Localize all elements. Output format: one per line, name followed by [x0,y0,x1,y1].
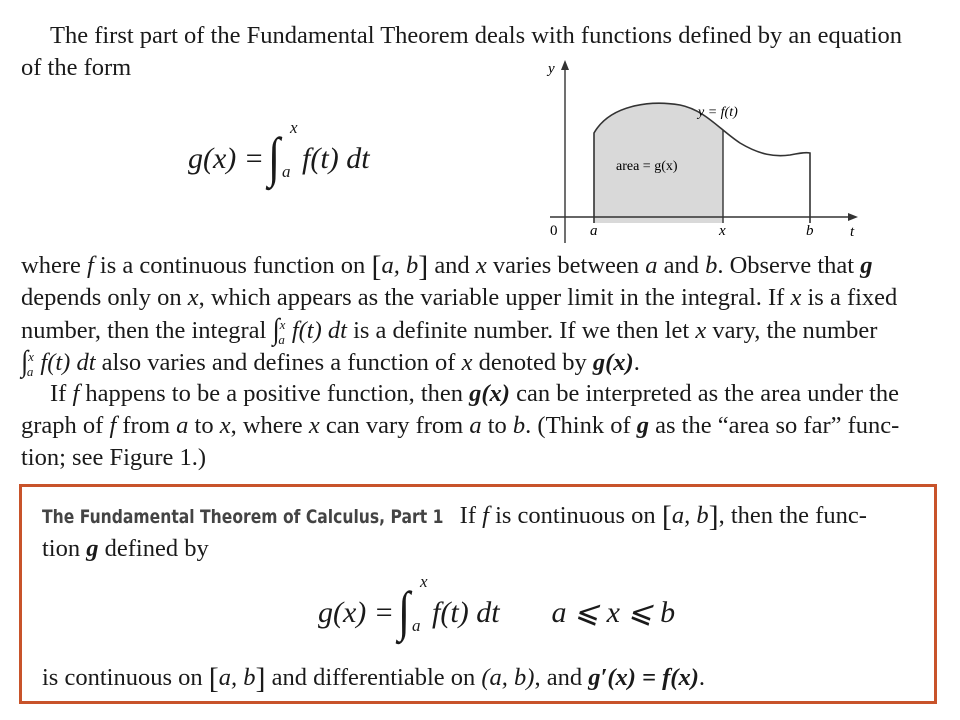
theorem-line-1: The Fundamental Theorem of Calculus, Part 1 If f is continuous on [a, b], then the func- [42,500,867,533]
equation-integrand: f(t) dt [302,142,370,175]
theorem-integral-sign: ∫ [398,580,411,643]
area-function-figure [520,55,870,250]
area-label: area = g(x) [616,159,678,174]
curve-label: y = f(t) [698,105,738,120]
theorem-equation [318,572,676,643]
y-axis-arrow [561,60,569,70]
t-axis-arrow [848,213,858,221]
t-axis-label: t [850,224,855,240]
equation-upper-limit: x [290,118,298,137]
theorem-condition: a ⩽ x ⩽ b [551,596,676,629]
para1-line-3: number, then the integral ∫$^x_a$ f(t) dt is a definite number. If we then let x vary, the number [21,312,878,347]
intro-line-2: of the form [21,54,132,81]
theorem-line-2: tion g defined by [42,535,209,562]
theorem-line-3: is continuous on [a, b] and differentiable on (a, b), and g′(x) = f(x). [42,662,705,695]
origin-label: 0 [550,223,558,239]
para1-line-1: where f is a continuous function on [a, b] and x varies between a and b. Observe that g [21,250,873,283]
integral-sign: ∫ [268,126,281,189]
equation-lower-limit: a [282,162,291,181]
theorem-heading: The Fundamental Theorem of Calculus, Part 1 [42,506,444,528]
intro-line-1: The first part of the Fundamental Theorem deals with functions defined by an equation [50,22,903,49]
theorem-equation-lhs: g(x) = [318,596,395,629]
tick-label-a: a [590,223,598,239]
theorem-upper-limit: x [420,572,428,591]
para2-line-1: If f happens to be a positive function, then g(x) can be interpreted as the area under the [50,380,900,407]
theorem-equation-integrand: f(t) dt [432,596,500,629]
para2-line-2: graph of f from a to x, where x can vary from a to b. (Think of g as the “area so far” func- [21,412,900,439]
para1-line-4: ∫$^x_a$ f(t) dt also varies and defines a function of x denoted by g(x). [21,344,640,379]
para1-line-2: depends only on x, which appears as the variable upper limit in the integral. If x is a fixed [21,284,898,311]
y-axis-label: y [548,61,555,77]
equation-definition [188,118,370,189]
tick-label-x: x [719,223,726,239]
tick-label-b: b [806,223,814,239]
para2-line-3: tion; see Figure 1.) [21,444,207,471]
theorem-lower-limit: a [412,616,421,635]
equation-lhs: g(x) = [188,142,265,175]
